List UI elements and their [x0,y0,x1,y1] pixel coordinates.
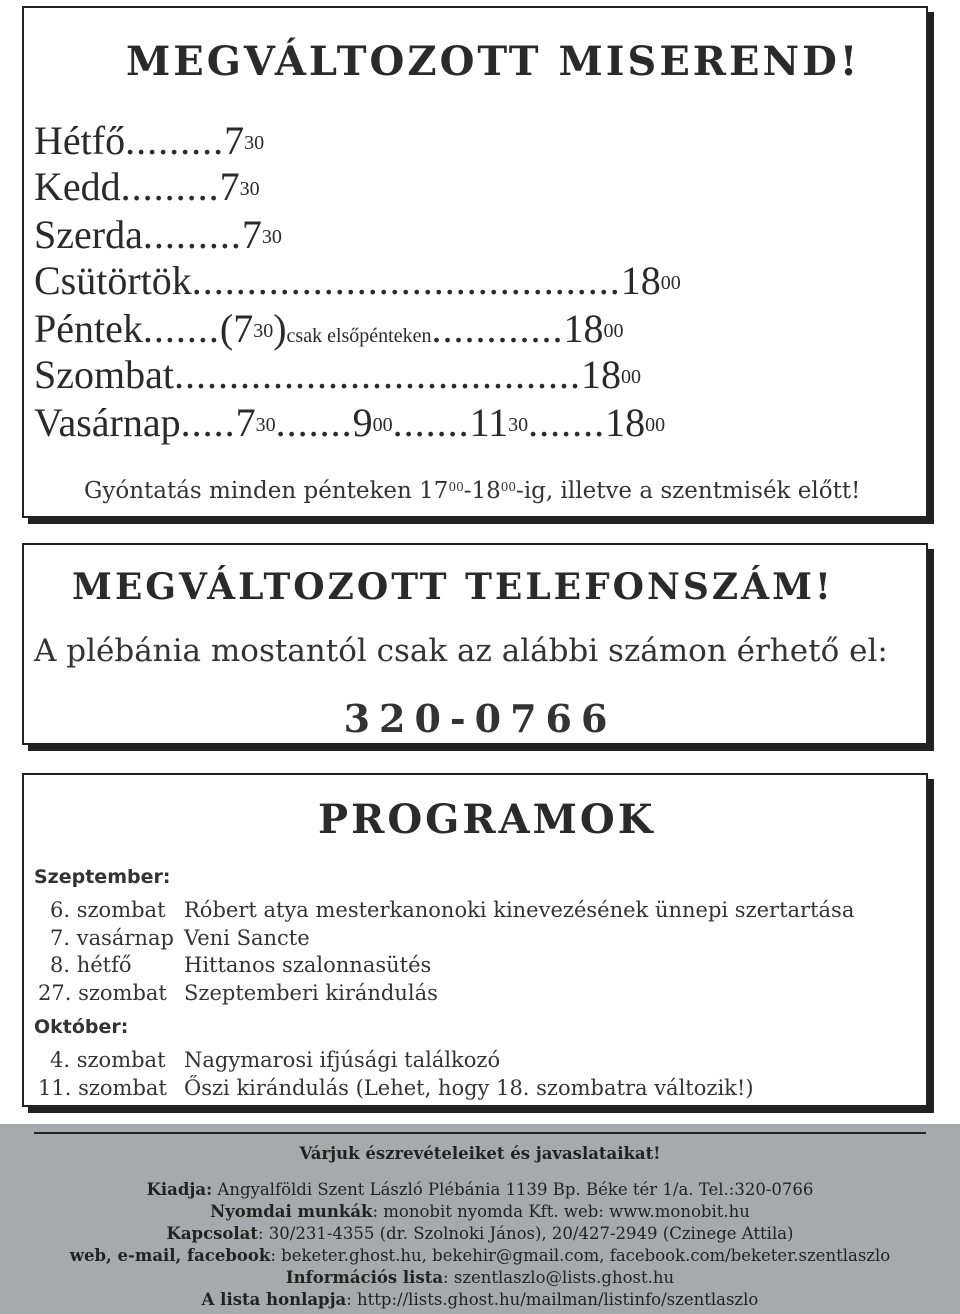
day-label: Péntek [34,306,143,351]
schedule-row-monday: Hétfő.........7$^{30}$ [34,118,265,163]
schedule-row-wednesday: Szerda.........7$^{30}$ [34,212,282,257]
list-item: 27. szombat [38,981,167,1005]
first-friday-note: csak elsőpénteken [286,325,432,347]
time: 18 [580,352,621,397]
day-label: Vasárnap [34,400,181,445]
footer-publisher: Kiadja: Angyalföldi Szent László Plébánia 1139 Bp. Béke tér 1/a. Tel.:320-0766 [146,1180,814,1199]
time: 18 [620,258,661,303]
day-label: Szerda [34,212,143,257]
event-title: Nagymarosi ifjúsági találkozó [184,1048,501,1072]
day-label: Szombat [34,352,174,397]
footer-contact: Kapcsolat: 30/231-4355 (dr. Szolnoki János), 20/427-2949 (Czinege Attila) [166,1224,794,1243]
footer-mailing-list: Információs lista: szentlaszlo@lists.ghost.hu [285,1268,675,1287]
footer-list-homepage: A lista honlapja: http://lists.ghost.hu/mailman/listinfo/szentlaszlo [201,1290,759,1309]
schedule-row-thursday: Csütörtök.......................................18$^{00}$ [34,258,681,303]
time: 7 [241,212,262,257]
mass-schedule-heading: MEGVÁLTOZOTT MISEREND! [126,38,861,85]
schedule-row-friday: $Péntek.......(7^{30})csak$ elsőpénteken............18$^{00}$ [34,306,624,351]
event-title: Hittanos szalonnasütés [184,953,432,977]
footer-divider [34,1132,926,1134]
day-label: Hétfő [34,118,126,163]
schedule-row-saturday: Szombat.....................................18$^{00}$ [34,352,641,397]
month-october: Október: [34,1016,129,1038]
month-september: Szeptember: [34,866,171,888]
schedule-row-tuesday: Kedd.........7$^{30}$ [34,164,260,209]
list-item: 7. vasárnap [50,926,174,950]
footer-printing: Nyomdai munkák: monobit nyomda Kft. web: www.monobit.hu [210,1202,750,1221]
footer-tagline: Várjuk észrevételeiket és javaslataikat! [299,1144,661,1163]
phone-number: 320-0766 [343,696,617,741]
phone-text: A plébánia mostantól csak az alábbi számon érhető el: [34,633,888,669]
list-item: 11. szombat [38,1076,167,1100]
list-item: 4. szombat [50,1048,166,1072]
event-title: Őszi kirándulás (Lehet, hogy 18. szombatra változik!) [184,1076,754,1100]
event-title: Róbert atya mesterkanonoki kinevezésének ünnepi szertartása [184,898,855,922]
event-title: Szeptemberi kirándulás [184,981,438,1005]
schedule-row-sunday: Vasárnap.....7$^{30}$.......9$^{00}$.......11$^{30}$.......18$^{00}$ [34,400,666,445]
day-label: Kedd [34,164,121,209]
programs-heading: PROGRAMOK [318,796,656,843]
list-item: 6. szombat [50,898,166,922]
list-item: 8. hétfő [50,953,132,977]
footer [0,1124,960,1314]
time: 18 [563,306,604,351]
phone-heading: MEGVÁLTOZOTT TELEFONSZÁM! [72,566,834,608]
event-title: Veni Sancte [184,926,310,950]
time: 7 [219,164,240,209]
day-label: Csütörtök [34,258,192,303]
time: 7 [224,118,245,163]
footer-web: web, e-mail, facebook: beketer.ghost.hu, bekehir@gmail.com, facebook.com/beketer.szentlaszlo [69,1246,891,1265]
confession-note: Gyóntatás minden pénteken $17^{00}-18^{00}-ig$, illetve a szentmisék előtt! [84,478,861,504]
